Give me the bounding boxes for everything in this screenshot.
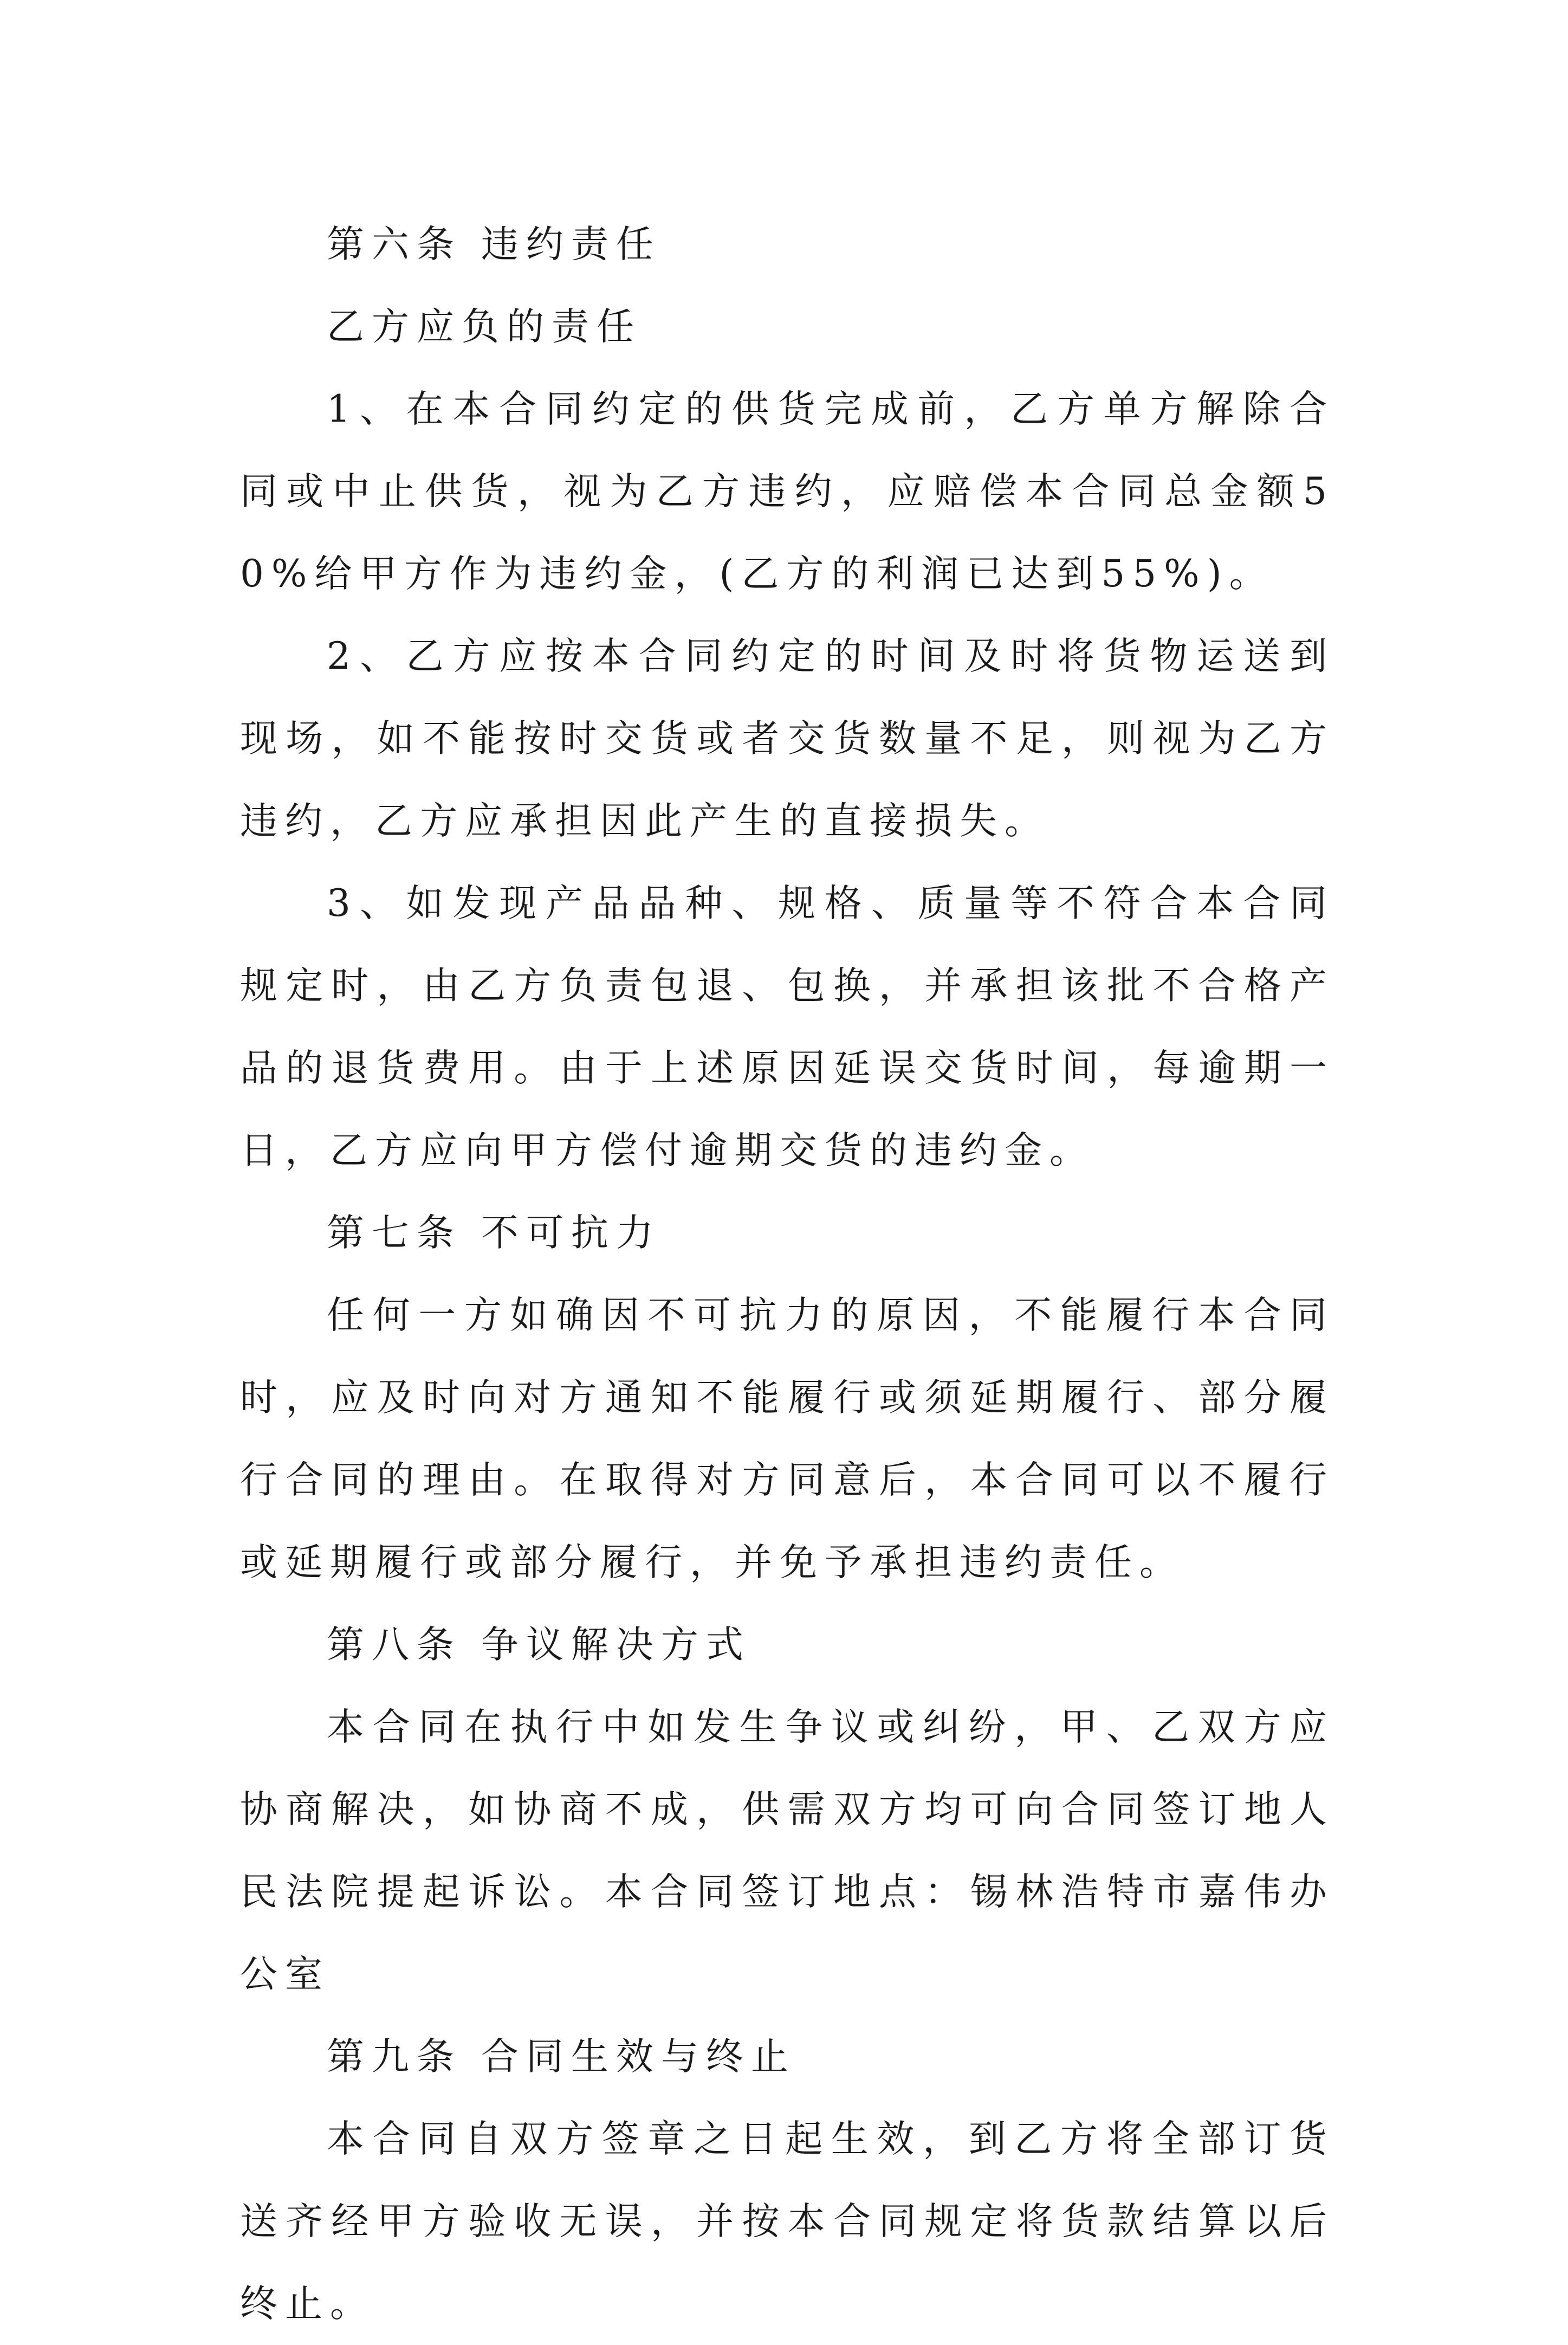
article-6-subheading: 乙方应负的责任	[327, 305, 642, 348]
article-9-body: 本合同自双方签章之日起生效，到乙方将全部订货送齐经甲方验收无误，并按本合同规定将货款结算以后终止。	[240, 2117, 1334, 2325]
document-body	[240, 203, 1334, 2345]
article-6-item-3: 3、如发现产品品种、规格、质量等不符合本合同规定时，由乙方负责包退、包换，并承担该批不合格产品的退货费用。由于上述原因延误交货时间，每逾期一日，乙方应向甲方偿付逾期交货的违约金。	[240, 882, 1334, 1172]
article-6-item-1: 1、在本合同约定的供货完成前，乙方单方解除合同或中止供货，视为乙方违约，应赔偿本合同总金额50%给甲方作为违约金，(乙方的利润已达到55%)。	[240, 387, 1334, 596]
article-9-heading: 第九条 合同生效与终止	[327, 2035, 796, 2078]
article-6-item-2: 2、乙方应按本合同约定的时间及时将货物运送到现场，如不能按时交货或者交货数量不足，则视为乙方违约，乙方应承担因此产生的直接损失。	[240, 635, 1334, 843]
article-7-body: 任何一方如确因不可抗力的原因，不能履行本合同时，应及时向对方通知不能履行或须延期履行、部分履行合同的理由。在取得对方同意后，本合同可以不履行或延期履行或部分履行，并免予承担违约责任。	[240, 1294, 1334, 1584]
article-8-heading: 第八条 争议解决方式	[327, 1623, 751, 1666]
article-8-body: 本合同在执行中如发生争议或纠纷，甲、乙双方应协商解决，如协商不成，供需双方均可向合同签订地人民法院提起诉讼。本合同签订地点：锡林浩特市嘉伟办公室	[240, 1706, 1334, 1996]
article-6-heading: 第六条 违约责任	[327, 223, 661, 266]
article-7-heading: 第七条 不可抗力	[327, 1211, 661, 1255]
